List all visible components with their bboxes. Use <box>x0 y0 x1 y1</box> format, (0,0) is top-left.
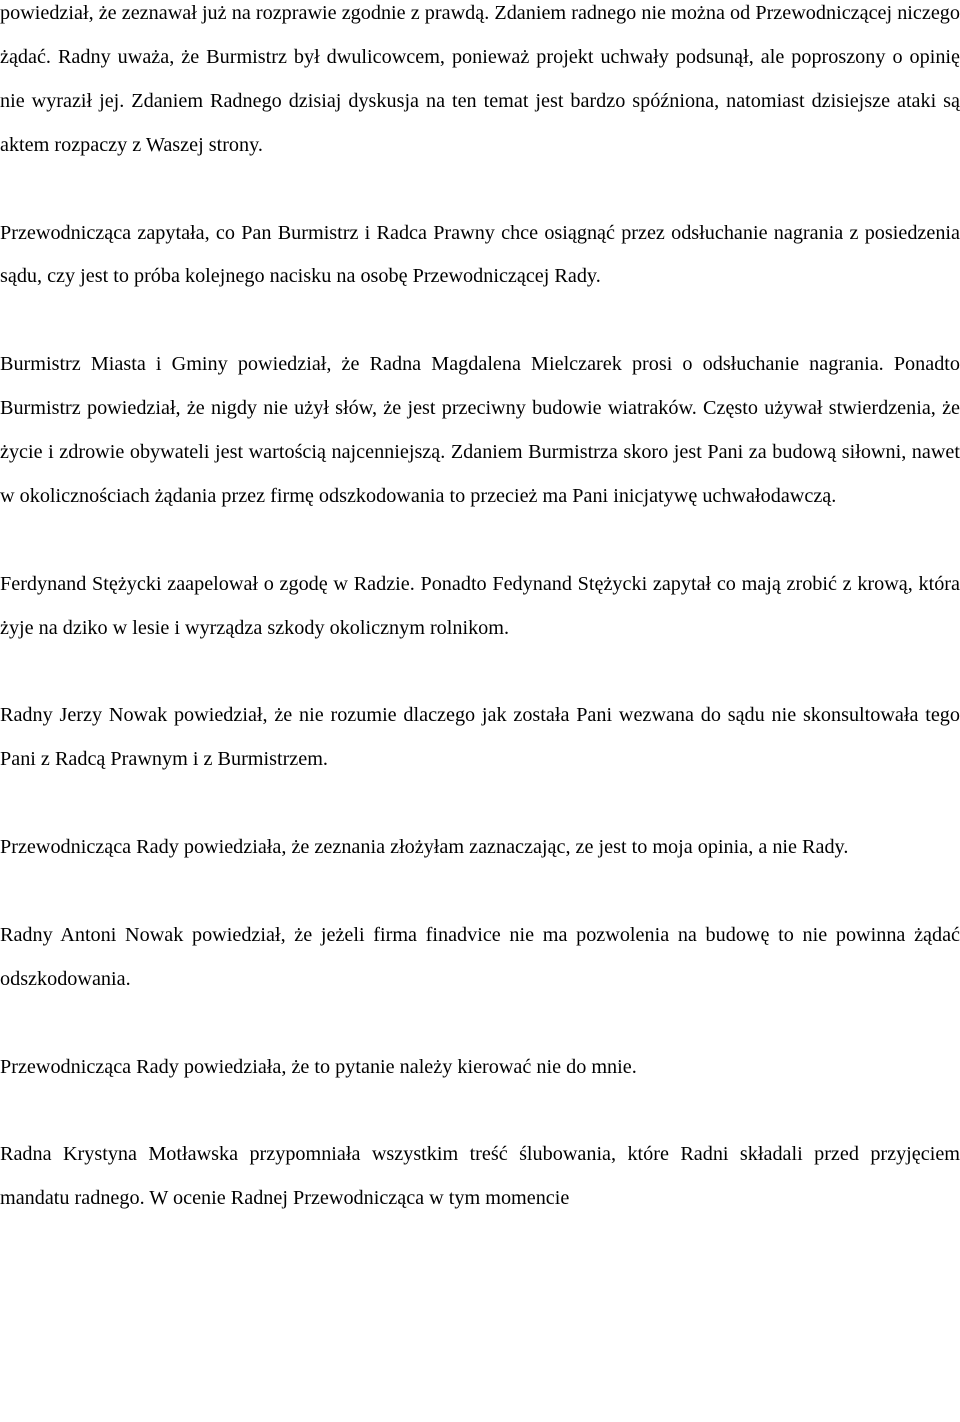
paragraph-chair-question: Przewodnicząca zapytała, co Pan Burmistrz i Radca Prawny chce osiągnąć przez odsłuchanie nagrania z posiedzenia sądu, czy jest to próba kolejnego nacisku na osobę Przewodniczącej Rady. <box>0 221 960 288</box>
paragraph-stezycki-appeal: Ferdynand Stężycki zaapelował o zgodę w Radzie. Ponadto Fedynand Stężycki zapytał co mają zrobić z krową, która żyje na dziko w lesie i wyrządza szkody okolicznym rolnikom. <box>0 572 960 639</box>
paragraph-chair-testimony: Przewodnicząca Rady powiedziała, że zeznania złożyłam zaznaczając, ze jest to moja opinia, a nie Rady. <box>0 836 849 859</box>
paragraph-jerzy-nowak: Radny Jerzy Nowak powiedział, że nie rozumie dlaczego jak została Pani wezwana do sądu nie skonsultowała tego Pani z Radcą Prawnym i z Burmistrzem. <box>0 704 960 771</box>
paragraph-antoni-nowak: Radny Antoni Nowak powiedział, że jeżeli firma finadvice nie ma pozwolenia na budowę to nie powinna żądać odszkodowania. <box>0 923 960 990</box>
paragraph-chair-reply: Przewodnicząca Rady powiedziała, że to pytanie należy kierować nie do mnie. <box>0 1055 637 1078</box>
paragraph-motlawska: Radna Krystyna Motławska przypomniała wszystkim treść ślubowania, które Radni składali przed przyjęciem mandatu radnego. W ocenie Radnej Przewodnicząca w tym momencie <box>0 1143 960 1210</box>
paragraph-testimony-remarks: powiedział, że zeznawał już na rozprawie zgodnie z prawdą. Zdaniem radnego nie można od Przewodniczącej niczego żądać. Radny uważa, że Burmistrz był dwulicowcem, ponieważ projekt uchwały podsunął, ale poproszony o opinię nie wyraził jej. Zdaniem Radnego dzisiaj dyskusja na ten temat jest bardzo spóźniona, natomiast dzisiejsze ataki są aktem rozpaczy z Waszej strony. <box>0 2 960 156</box>
paragraph-mayor-statement: Burmistrz Miasta i Gminy powiedział, że Radna Magdalena Mielczarek prosi o odsłuchanie nagrania. Ponadto Burmistrz powiedział, że nigdy nie użył słów, że jest przeciwny budowie wiatraków. Często używał stwierdzenia, że życie i zdrowie obywateli jest wartością najcenniejszą. Zdaniem Burmistrza skoro jest Pani za budową siłowni, nawet w okolicznościach żądania przez firmę odszkodowania to przecież ma Pani inicjatywę uchwałodawczą. <box>0 353 960 507</box>
